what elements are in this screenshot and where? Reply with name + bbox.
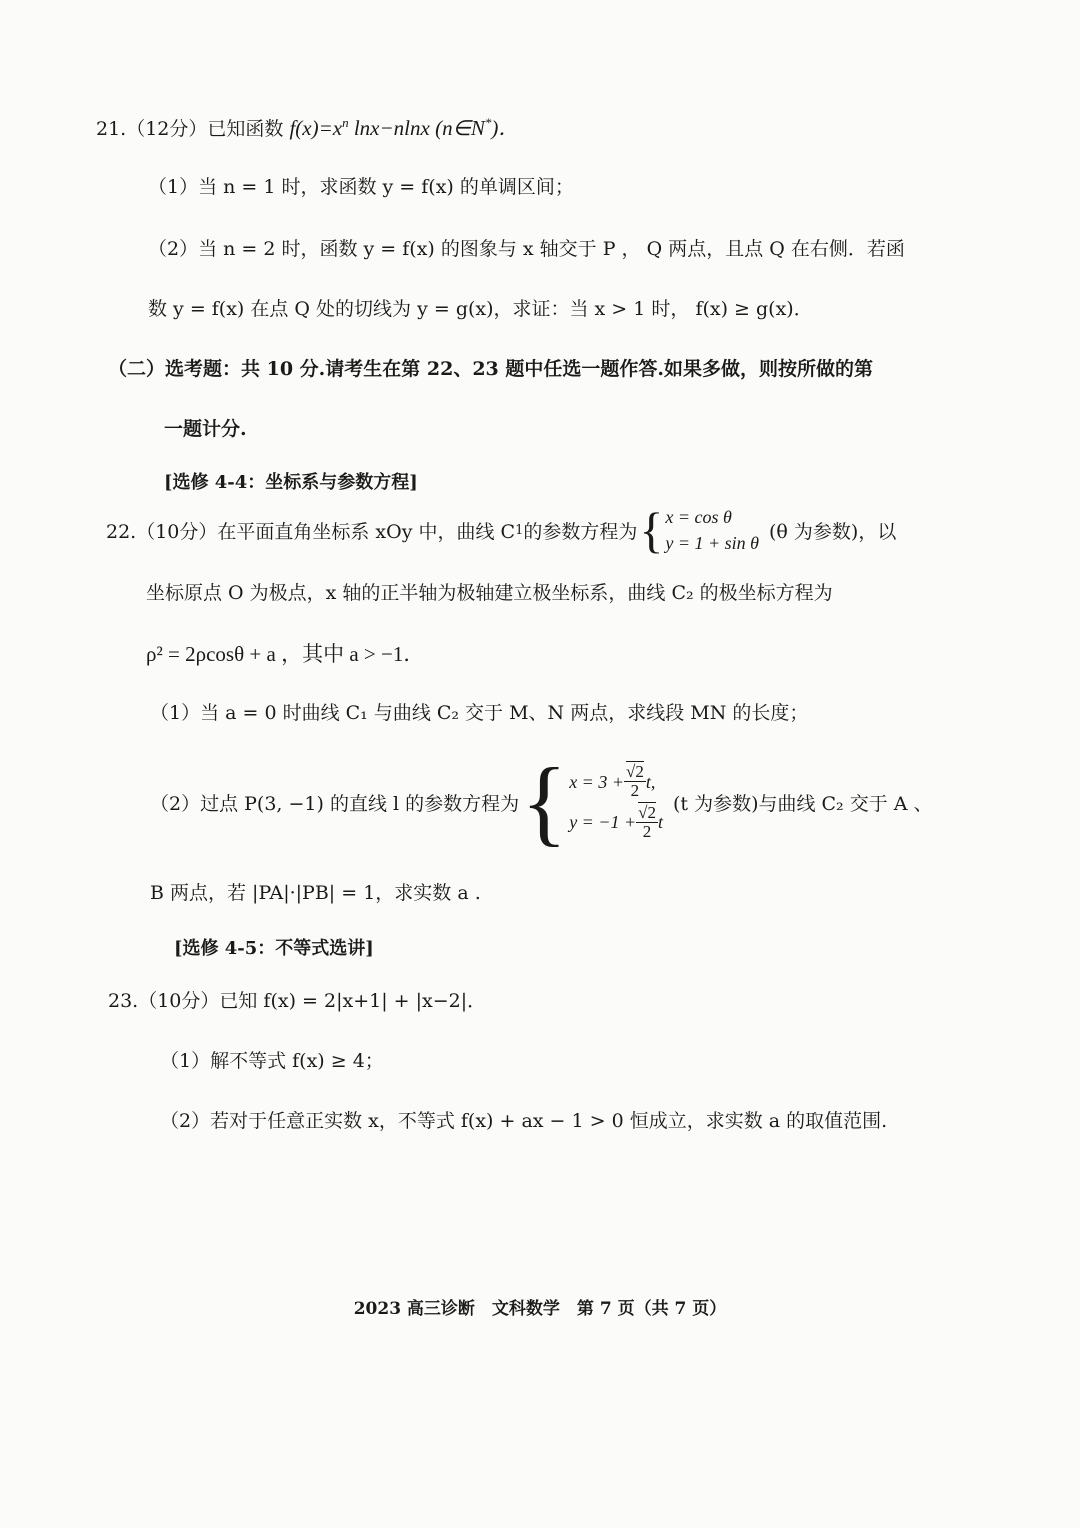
q22-part2-row xyxy=(150,748,933,855)
q23-part2: （2）若对于任意正实数 x，不等式 f(x) + ax − 1 > 0 恒成立，求实数 a 的取值范围. xyxy=(160,1110,888,1132)
q22-stem xyxy=(106,500,896,560)
q22-part2-tail: (t 为参数)与曲线 C₂ 交于 A 、 xyxy=(672,792,933,815)
q22-line-system-brace: { xyxy=(521,748,568,855)
q21-stem xyxy=(96,112,519,142)
q22-polar-equation: ρ² = 2ρcosθ + a ，其中 a > −1． xyxy=(146,642,425,666)
q22-lead: 22.（10分）在平面直角坐标系 xOy 中，曲线 C xyxy=(106,520,516,543)
q21-formula: $f(x)=x^n$ lnx−nlnx (n∈N*)． xyxy=(289,115,520,140)
elective-4-5-heading: [选修 4-5：不等式选讲] xyxy=(174,938,374,959)
q22-param-note: (θ 为参数)，以 xyxy=(769,520,897,543)
q22-part2-end: B 两点，若 |PA|·|PB| = 1，求实数 a . xyxy=(150,882,481,904)
q22-parametric-system xyxy=(665,508,759,552)
q22-lead-tail: 的参数方程为 xyxy=(523,520,638,543)
q22-line-row-x: x = 3 + $\frac{√2}{2}$ t, xyxy=(569,762,656,801)
section2-instructions-line2: 一题计分. xyxy=(164,418,247,440)
q21-part2-line1: （2）当 n = 2 时，函数 y = f(x) 的图象与 x 轴交于 P ， Q 两点，且点 Q 在右侧．若函 xyxy=(148,238,905,260)
q22-stem-line2: 坐标原点 O 为极点，x 轴的正半轴为极轴建立极坐标系，曲线 C₂ 的极坐标方程为 xyxy=(146,582,833,604)
q22-part2-lead: （2）过点 P(3, −1) 的直线 l 的参数方程为 xyxy=(150,792,520,815)
section2-instructions-line1: （二）选考题：共 10 分.请考生在第 22、23 题中任选一题作答.如果多做，则按所做的第 xyxy=(108,358,874,380)
q23-stem: 23.（10分）已知 f(x) = 2|x+1| + |x−2|． xyxy=(108,990,487,1012)
q22-system-brace: { xyxy=(639,502,664,558)
q22-system-row-y: y = 1 + sin θ xyxy=(665,533,760,553)
q23-part1: （1）解不等式 f(x) ≥ 4； xyxy=(160,1050,384,1072)
q22-system-row-x: x = cos θ xyxy=(665,507,732,527)
q22-part1: （1）当 a = 0 时曲线 C₁ 与曲线 C₂ 交于 M、N 两点，求线段 MN 的长度； xyxy=(150,702,809,724)
q22-line-row-y: y = −1 + $\frac{√2}{2}$ t xyxy=(569,803,663,841)
q21-part1: （1）当 n = 1 时，求函数 y = f(x) 的单调区间； xyxy=(148,176,574,198)
q21-part2-line2: 数 y = f(x) 在点 Q 处的切线为 y = g(x)，求证：当 x > 1 时， f(x) ≥ g(x)． xyxy=(148,298,813,320)
q22-line-parametric-system xyxy=(569,763,663,840)
page-footer: 2023 高三诊断 文科数学 第 7 页（共 7 页） xyxy=(353,1299,727,1319)
elective-4-4-heading: [选修 4-4：坐标系与参数方程] xyxy=(164,472,418,493)
q21-lead: 21.（12分）已知函数 xyxy=(96,118,284,140)
q22-c1-sub: 1 xyxy=(515,522,524,538)
